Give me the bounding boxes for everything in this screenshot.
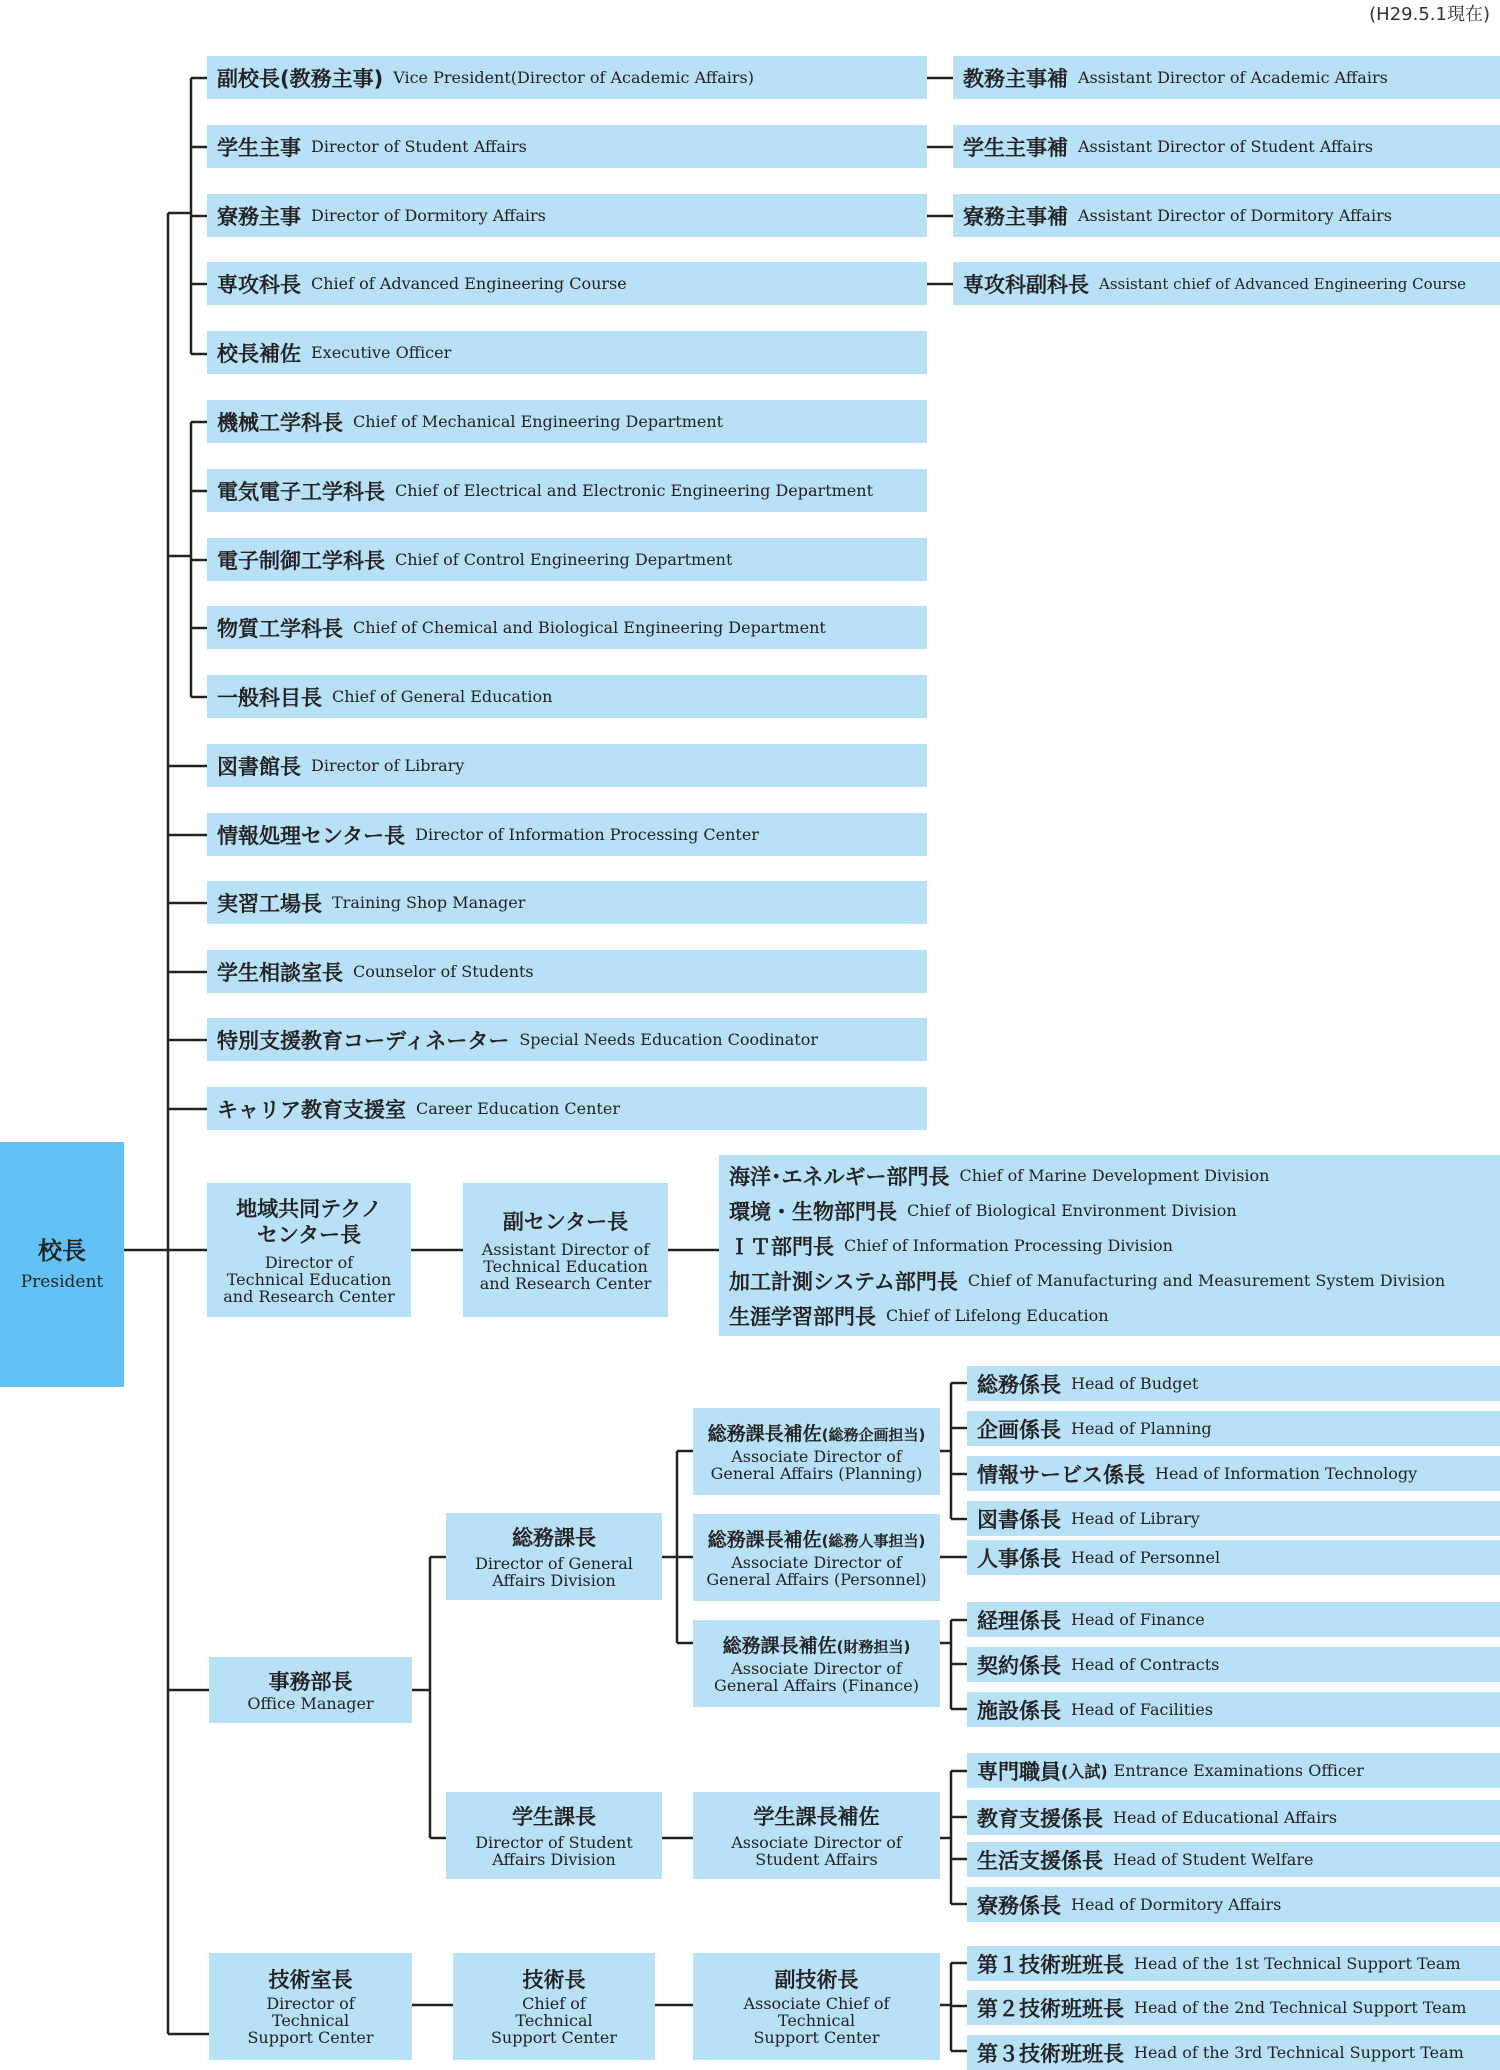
staff-en: Chief of Chemical and Biological Engineering Department <box>353 618 826 637</box>
staff-en: Director of Student Affairs <box>311 137 527 156</box>
techno-assistant-box <box>463 1183 668 1317</box>
staff-box-control <box>207 538 927 581</box>
finance-associate-en1: Associate Director of <box>731 1659 902 1678</box>
staff-jp: 学生主事 <box>217 135 301 160</box>
tech-director-en1: Director of <box>266 1994 355 2013</box>
tech-chief-en1: Chief of <box>522 1994 586 2013</box>
staff-en: Director of Information Processing Center <box>415 825 759 844</box>
staff-jp: 電子制御工学科長 <box>217 548 385 573</box>
office-manager-box <box>209 1657 412 1723</box>
staff-box-electrical <box>207 469 927 512</box>
techno-assistant-en1: Assistant Director of <box>481 1239 650 1259</box>
staff-box-special-needs <box>207 1018 927 1061</box>
head-box-facilities: 施設係長 Head of Facilities <box>967 1692 1500 1727</box>
assistant-box-student <box>953 125 1500 168</box>
finance-associate-box <box>693 1620 940 1707</box>
student-affairs-director-box <box>446 1792 662 1879</box>
office-manager-jp: 事務部長 <box>268 1669 353 1694</box>
personnel-associate-en1: Associate Director of <box>731 1553 902 1572</box>
general-affairs-director-box <box>446 1513 662 1600</box>
staff-box-training-shop <box>207 881 927 924</box>
tech-associate-en3: Support Center <box>753 2028 880 2047</box>
techno-director-jp2: センター長 <box>256 1222 362 1247</box>
staff-en: Career Education Center <box>416 1099 620 1118</box>
assistant-en: Assistant Director of Student Affairs <box>1078 137 1373 156</box>
techno-director-en3: and Research Center <box>223 1286 395 1306</box>
staff-jp: 物質工学科長 <box>217 616 343 641</box>
tech-associate-en1: Associate Chief of <box>743 1994 890 2013</box>
head-box-personnel: 人事係長 Head of Personnel <box>967 1540 1500 1575</box>
tech-chief-en3: Support Center <box>490 2028 618 2047</box>
techno-director-en2: Technical Education <box>226 1269 392 1289</box>
head-box-budget: 総務係長 Head of Budget <box>967 1366 1500 1401</box>
staff-en: Counselor of Students <box>353 962 534 981</box>
finance-associate-jp: 総務課長補佐 <box>722 1635 837 1657</box>
staff-box-library <box>207 744 927 787</box>
assistant-en: Assistant chief of Advanced Engineering Course <box>1099 274 1467 293</box>
assistant-box-advanced-course <box>953 262 1500 305</box>
head-box-student-welfare: 生活支援係長 Head of Student Welfare <box>967 1842 1500 1877</box>
staff-box-vice-president <box>207 56 927 99</box>
tech-director-en3: Support Center <box>247 2028 374 2047</box>
staff-box-executive-officer <box>207 331 927 374</box>
staff-jp: 電気電子工学科長 <box>217 479 385 504</box>
head-box-planning: 企画係長 Head of Planning <box>967 1411 1500 1446</box>
staff-en: Chief of Electrical and Electronic Engineering Department <box>395 481 873 500</box>
personnel-associate-jp: 総務課長補佐 <box>707 1529 822 1551</box>
staff-jp: キャリア教育支援室 <box>217 1097 406 1122</box>
head-box-finance: 経理係長 Head of Finance <box>967 1602 1500 1637</box>
personnel-associate-jp-small: (総務人事担当) <box>821 1532 926 1550</box>
tech-team-box-1: 第１技術班班長 Head of the 1st Technical Support Team <box>967 1946 1500 1981</box>
office-manager-en: Office Manager <box>247 1693 374 1713</box>
assistant-jp: 教務主事補 <box>963 66 1068 91</box>
general-affairs-director-en2: Affairs Division <box>492 1570 616 1590</box>
division-item: 海洋･エネルギー部門長 Chief of Marine Development Division <box>729 1164 1270 1189</box>
staff-box-mechanical <box>207 400 927 443</box>
staff-en: Executive Officer <box>311 343 452 362</box>
general-affairs-director-jp: 総務課長 <box>512 1525 596 1550</box>
assistant-en: Assistant Director of Academic Affairs <box>1078 68 1388 87</box>
student-affairs-associate-jp: 学生課長補佐 <box>753 1804 880 1829</box>
tech-associate-jp: 副技術長 <box>774 1968 859 1992</box>
staff-box-advanced-course <box>207 262 927 305</box>
head-box-information-technology: 情報サービス係長 Head of Information Technology <box>967 1456 1500 1491</box>
student-affairs-director-en1: Director of Student <box>475 1832 633 1852</box>
techno-director-box <box>207 1183 411 1317</box>
student-affairs-director-jp: 学生課長 <box>512 1804 596 1829</box>
assistant-box-academic <box>953 56 1500 99</box>
tech-associate-en2: Technical <box>777 2011 856 2030</box>
head-box-educational-affairs: 教育支援係長 Head of Educational Affairs <box>967 1800 1500 1835</box>
assistant-en: Assistant Director of Dormitory Affairs <box>1078 206 1392 225</box>
division-item: 環境・生物部門長 Chief of Biological Environment Division <box>729 1199 1237 1224</box>
staff-jp: 専攻科長 <box>217 272 301 297</box>
staff-en: Chief of General Education <box>332 687 553 706</box>
staff-en: Special Needs Education Coodinator <box>519 1030 819 1049</box>
tech-director-en2: Technical <box>271 2011 350 2030</box>
assistant-jp: 学生主事補 <box>963 135 1068 160</box>
techno-divisions-box <box>719 1155 1500 1336</box>
techno-assistant-en2: Technical Education <box>483 1256 648 1276</box>
head-box-library: 図書係長 Head of Library <box>967 1501 1500 1536</box>
president-jp: 校長 <box>38 1237 86 1265</box>
staff-jp: 寮務主事 <box>217 204 301 229</box>
staff-en: Director of Library <box>311 756 465 775</box>
finance-associate-jp-small: (財務担当) <box>836 1638 911 1656</box>
general-affairs-director-en1: Director of General <box>475 1553 633 1573</box>
staff-box-counselor <box>207 950 927 993</box>
assistant-jp: 寮務主事補 <box>963 204 1068 229</box>
staff-jp: 特別支援教育コーディネーター <box>217 1028 510 1053</box>
techno-assistant-jp: 副センター長 <box>502 1209 629 1234</box>
techno-director-en1: Director of <box>264 1252 354 1272</box>
tech-chief-box <box>453 1953 655 2060</box>
staff-en: Vice President(Director of Academic Affairs) <box>393 68 754 87</box>
staff-en: Training Shop Manager <box>332 893 526 912</box>
planning-associate-en2: General Affairs (Planning) <box>710 1464 923 1483</box>
staff-jp: 校長補佐 <box>217 341 301 366</box>
tech-director-box <box>209 1953 412 2060</box>
assistant-jp: 専攻科副科長 <box>963 272 1089 297</box>
staff-jp: 実習工場長 <box>217 891 322 916</box>
planning-associate-en1: Associate Director of <box>731 1447 902 1466</box>
planning-associate-jp-small: (総務企画担当) <box>821 1426 926 1444</box>
date-label: (H29.5.1現在) <box>1369 4 1490 25</box>
head-box-dormitory-affairs: 寮務係長 Head of Dormitory Affairs <box>967 1887 1500 1922</box>
tech-director-jp: 技術室長 <box>268 1968 353 1992</box>
tech-chief-jp: 技術長 <box>522 1968 586 1992</box>
president-box <box>0 1142 124 1387</box>
staff-box-general-education <box>207 675 927 718</box>
techno-director-jp1: 地域共同テクノ <box>236 1196 382 1221</box>
staff-box-info-center <box>207 813 927 856</box>
finance-associate-en2: General Affairs (Finance) <box>714 1676 919 1695</box>
staff-jp: 機械工学科長 <box>217 410 343 435</box>
staff-en: Chief of Control Engineering Department <box>395 550 733 569</box>
tech-team-box-3: 第３技術班班長 Head of the 3rd Technical Support Team <box>967 2035 1500 2070</box>
personnel-associate-box <box>693 1514 940 1601</box>
staff-jp: 情報処理センター長 <box>217 823 406 848</box>
tech-team-box-2: 第２技術班班長 Head of the 2nd Technical Support Team <box>967 1990 1500 2025</box>
staff-box-chemical <box>207 606 927 649</box>
head-box-entrance-exams: 専門職員 (入試) Entrance Examinations Officer <box>967 1753 1500 1788</box>
staff-box-dormitory-affairs <box>207 194 927 237</box>
staff-box-career <box>207 1087 927 1130</box>
division-item: 生涯学習部門長 Chief of Lifelong Education <box>729 1304 1109 1329</box>
tech-chief-en2: Technical <box>515 2011 593 2030</box>
president-en: President <box>20 1272 104 1292</box>
staff-box-student-affairs <box>207 125 927 168</box>
staff-en: Director of Dormitory Affairs <box>311 206 546 225</box>
student-affairs-associate-en2: Student Affairs <box>755 1849 878 1869</box>
student-affairs-associate-box <box>693 1792 940 1879</box>
planning-associate-jp: 総務課長補佐 <box>707 1423 822 1445</box>
tech-associate-box <box>693 1953 940 2060</box>
division-item: 加工計測システム部門長 Chief of Manufacturing and Measurement System Division <box>729 1269 1446 1294</box>
personnel-associate-en2: General Affairs (Personnel) <box>706 1570 927 1589</box>
planning-associate-box <box>693 1408 940 1495</box>
student-affairs-associate-en1: Associate Director of <box>731 1832 902 1852</box>
assistant-box-dormitory <box>953 194 1500 237</box>
staff-en: Chief of Mechanical Engineering Department <box>353 412 724 431</box>
head-box-contracts: 契約係長 Head of Contracts <box>967 1647 1500 1682</box>
staff-jp: 一般科目長 <box>217 685 322 710</box>
division-item: ＩＴ部門長 Chief of Information Processing Division <box>729 1234 1173 1259</box>
staff-en: Chief of Advanced Engineering Course <box>311 274 627 293</box>
student-affairs-director-en2: Affairs Division <box>492 1849 616 1869</box>
staff-jp: 副校長(教務主事) <box>217 66 384 91</box>
staff-jp: 図書館長 <box>217 754 301 779</box>
staff-jp: 学生相談室長 <box>217 960 343 985</box>
techno-assistant-en3: and Research Center <box>479 1273 652 1293</box>
